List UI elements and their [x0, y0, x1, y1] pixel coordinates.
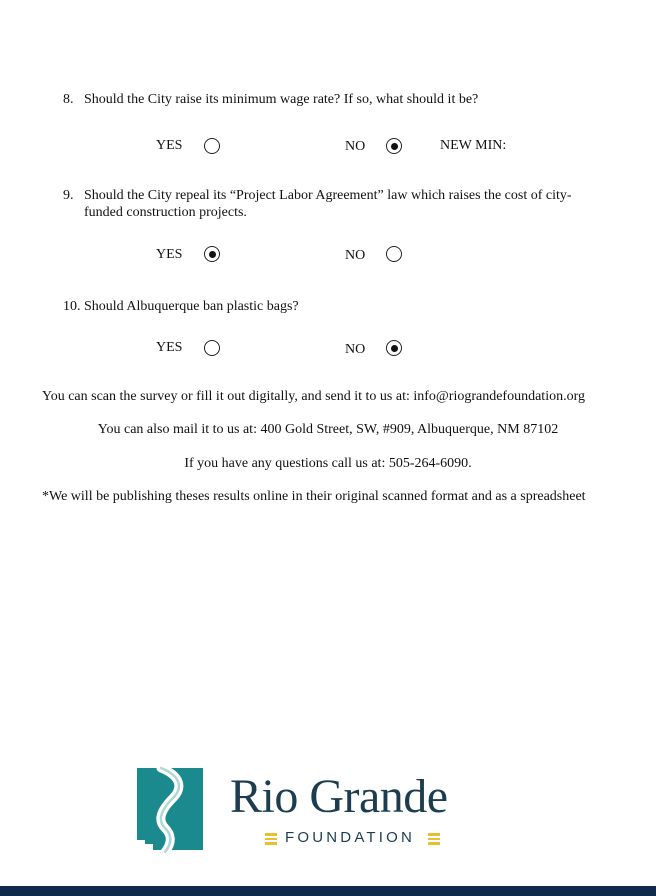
page-bottom-bar: [0, 886, 656, 896]
q9-yes-label: YES: [156, 247, 183, 262]
question-number: 8.: [63, 92, 74, 107]
question-number: 10.: [63, 299, 81, 314]
publishing-note: *We will be publishing theses results online in their original scanned format and as a spreadsheet: [42, 489, 586, 504]
right-gold-bars-icon: [428, 833, 440, 845]
q8-yes-label: YES: [156, 138, 183, 153]
question-text: Should Albuquerque ban plastic bags?: [84, 299, 299, 314]
rio-grande-foundation-logo: [135, 766, 480, 854]
q10-no-radio[interactable]: [386, 340, 402, 356]
q9-no-radio[interactable]: [386, 246, 402, 262]
q9-yes-radio[interactable]: [204, 246, 220, 262]
logo-subtitle: FOUNDATION: [285, 829, 416, 846]
q10-yes-label: YES: [156, 340, 183, 355]
q8-no-label: NO: [345, 139, 366, 154]
q10-no-label: NO: [345, 342, 366, 357]
new-mexico-river-icon: [135, 766, 211, 854]
radio-selected-dot: [391, 143, 398, 150]
logo-title: Rio Grande: [230, 770, 448, 823]
question-9: [63, 187, 623, 223]
left-gold-bars-icon: [265, 833, 277, 845]
phone-instructions: If you have any questions call us at: 505-264-6090.: [184, 456, 472, 471]
mail-instructions: You can also mail it to us at: 400 Gold Street, SW, #909, Albuquerque, NM 87102: [97, 422, 559, 437]
q8-yes-radio[interactable]: [204, 138, 220, 154]
radio-selected-dot: [391, 345, 398, 352]
scan-instructions: You can scan the survey or fill it out digitally, and send it to us at: info@riograndefoundation.org: [42, 389, 585, 404]
question-text-line2: funded construction projects.: [84, 205, 247, 220]
q8-new-min-label: NEW MIN:: [440, 138, 507, 153]
q9-no-label: NO: [345, 248, 366, 263]
radio-selected-dot: [209, 251, 216, 258]
q10-yes-radio[interactable]: [204, 340, 220, 356]
question-text: Should the City raise its minimum wage rate? If so, what should it be?: [84, 92, 479, 107]
q8-no-radio[interactable]: [386, 138, 402, 154]
question-text-line1: Should the City repeal its “Project Labor Agreement” law which raises the cost of city-: [84, 188, 572, 203]
question-number: 9.: [63, 188, 74, 203]
